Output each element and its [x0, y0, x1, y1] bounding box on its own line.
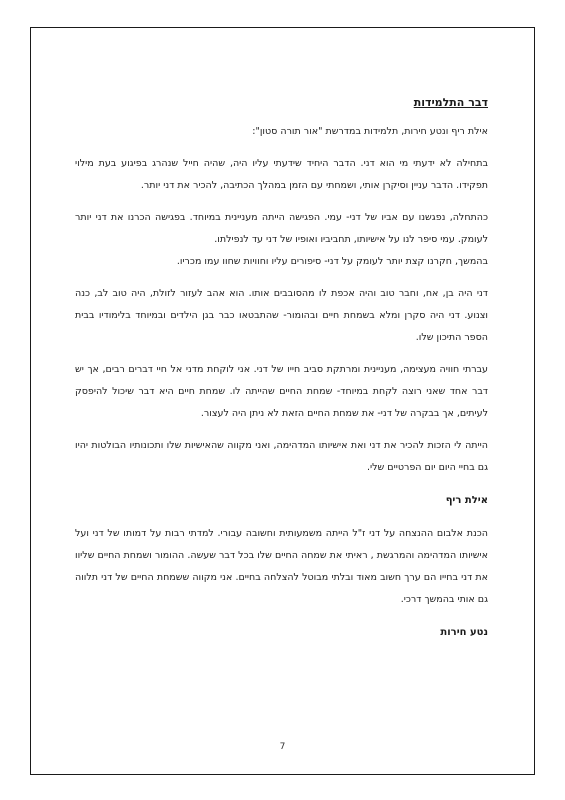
- paragraph: כהתחלה, נפגשנו עם אביו של דני- עמי. הפגישה הייתה מעניינית במיוחד. בפגישה הכרנו את דני יותר לעומק. עמי סיפר לנו על אישיותו, תחביביו ואופיו של דני עד לנפילתו.: [75, 212, 488, 245]
- signature-neta: נטע חירות: [440, 627, 488, 638]
- paragraph: הייתה לי הזכות להכיר את דני ואת אישיותו המדהימה, ואני מקווה שהאישיות שלו ותכונותיו הבולטות יהיו גם בחיי היום יום הפרטיים שלי.: [75, 440, 488, 473]
- paragraph: בהמשך, חקרנו קצת יותר לעומק על דני- סיפורים עליו וחוויות שחוו עמו מכריו.: [176, 256, 488, 267]
- page-content: [75, 95, 488, 655]
- paragraph: בתחילה לא ידעתי מי הוא דני. הדבר היחיד שידעתי עליו היה, שהיה חייל שנהרג בפיגוע בעת מילוי תפקידו. הדבר עניין וסיקרן אותי, ושמחתי עם הזמן במהלך הכתיבה, להכיר את דני יותר.: [75, 158, 488, 191]
- paragraph: הכנת אלבום ההנצחה על דני ז"ל הייתה משמעותית וחשובה עבורי. למדתי רבות על דמותו של דני ועל אישיותו המדהימה והמרגשת , ראיתי את שמחה החיים שלו בכל דבר שעשה. ההומור ושמחת החיים שליוו את דני בחייו הם ערך חשוב מאוד ובלתי מבוטל להצלחה בחיים. אני מקווה ששמחת החיים של דני תלווה גם אותי בהמשך דרכי.: [75, 528, 488, 605]
- page-number: 7: [279, 742, 286, 752]
- paragraph: עברתי חוויה מעצימה, מעניינית ומרתקת סביב חייו של דני. אני לוקחת מדני אל חיי דברים רבים, אך יש דבר אחד שאני רוצה לקחת במיוחד- שמחת החיים שהייתה לו. שמחת חיים היא דבר שיכול להיפסק לעיתים, אך בבקרה של דני- את שמחת החיים הזאת לא ניתן היה לעצור.: [75, 364, 488, 419]
- intro-line: אילת ריף ונטע חירות, תלמידות במדרשת "אור תורה סטון":: [252, 126, 488, 137]
- page-title: דבר התלמידות: [413, 96, 488, 109]
- paragraph: דני היה בן, אח, וחבר טוב והיה אכפת לו מהסובבים אותו. הוא אהב לעזור לזולת, היה טוב לב, כנה וצנוע. דני היה סקרן ומלא בשמחת חיים ובהומור- שהתבטאו כבר בגן הילדים ובמיוחד בלימודיו בבית הספר התיכון שלו.: [75, 288, 488, 343]
- signature-ayelet: אילת ריף: [445, 495, 488, 506]
